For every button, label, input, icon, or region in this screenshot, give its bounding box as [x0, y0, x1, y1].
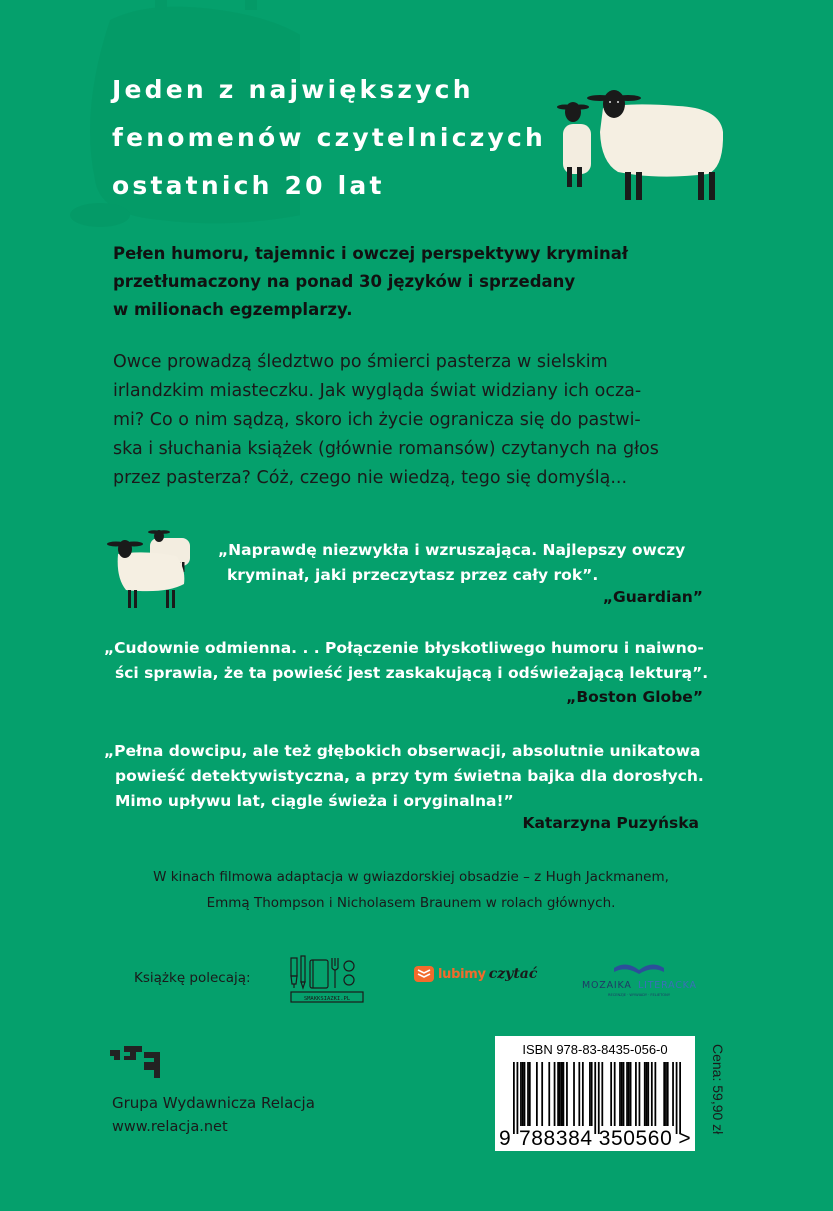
barcode-bar	[566, 1062, 568, 1126]
barcode-bar	[639, 1062, 641, 1126]
barcode-bar	[610, 1062, 612, 1126]
mozaika-tagline: RECENZJE · WYWIADY · FELIETONY	[607, 993, 671, 997]
smakksiazki-logo-text: SMAKKSIAZKI.PL	[303, 996, 351, 1002]
quote-line: „Pełna dowcipu, ale też głębokich obserwacji, absolutnie unikatowa	[104, 742, 701, 760]
barcode-bar	[676, 1062, 678, 1134]
headline-line: fenomenów czytelniczych	[112, 123, 546, 152]
barcode-bar	[582, 1062, 584, 1126]
barcode-bar	[548, 1062, 550, 1126]
lead-line: w milionach egzemplarzy.	[113, 300, 353, 319]
quote-source: Katarzyna Puzyńska	[522, 814, 699, 832]
price-label: Cena: 59,90 zł	[710, 1044, 726, 1135]
barcode-bar	[563, 1062, 565, 1126]
ean-left-digits: 788384	[519, 1127, 593, 1150]
film-note-line: W kinach filmowa adaptacja w gwiazdorskiej obsadzie – z Hugh Jackmanem,	[153, 869, 669, 885]
review-quote-boston-globe	[104, 636, 708, 686]
barcode-bar	[573, 1062, 575, 1126]
barcode-bar	[578, 1062, 580, 1126]
quote-line: kryminał, jaki przeczytasz przez cały rok”.	[227, 566, 599, 584]
headline-line: ostatnich 20 lat	[112, 171, 385, 200]
barcode-bar	[589, 1062, 591, 1126]
barcode-bar	[672, 1062, 674, 1126]
stacked-books-icon	[413, 965, 435, 983]
barcode-bar	[646, 1062, 648, 1126]
barcode-bar	[517, 1062, 519, 1134]
small-sheep	[557, 102, 591, 187]
barcode-bar	[527, 1062, 529, 1126]
barcode-bar	[667, 1062, 669, 1126]
lubimyczytac-logo	[413, 965, 537, 983]
barcode-bar	[679, 1062, 681, 1134]
publisher-name: Grupa Wydawnicza Relacja	[112, 1094, 315, 1112]
lead-paragraph	[113, 240, 713, 324]
synopsis-line: przez pasterza? Cóż, czego nie wiedzą, tego się domyślą...	[113, 468, 628, 488]
headline	[112, 66, 552, 210]
barcode-bar	[665, 1062, 667, 1126]
barcode-bar	[520, 1062, 522, 1126]
barcode-bar	[619, 1062, 621, 1126]
barcode-bar	[554, 1062, 556, 1126]
lead-line: przetłumaczony na ponad 30 języków i sprzedany	[113, 272, 576, 291]
quote-line: Mimo upływu lat, ciągle świeża i oryginalna!”	[115, 792, 514, 810]
barcode-bar	[630, 1062, 632, 1126]
recommendations-label: Książkę polecają:	[134, 970, 251, 986]
literacka-text: LITERACKA	[638, 980, 697, 991]
czytac-text: czytać	[488, 966, 538, 982]
quote-source: „Guardian”	[602, 588, 703, 606]
barcode-bars	[513, 1062, 681, 1134]
mozaika-literacka-logo	[580, 958, 698, 1000]
quote-line: „Naprawdę niezwykła i wzruszająca. Najlepszy owczy	[218, 541, 686, 559]
ean-right-digits: 350560	[598, 1127, 673, 1150]
barcode-bar	[626, 1062, 628, 1126]
review-quote-puzynska	[104, 739, 704, 814]
barcode-bar	[594, 1062, 596, 1134]
barcode-bar	[536, 1062, 538, 1126]
barcode-bar	[529, 1062, 531, 1126]
barcode-bar	[559, 1062, 561, 1126]
large-sheep	[587, 90, 723, 200]
synopsis-line: mi? Co o nim sądzą, skoro ich życie ogranicza się do pastwi-	[113, 410, 641, 430]
barcode-bar	[635, 1062, 637, 1126]
synopsis-paragraph	[113, 348, 723, 493]
ean-quiet-marker: >	[678, 1127, 691, 1150]
synopsis-line: Owce prowadzą śledztwo po śmierci pasterza w sielskim	[113, 352, 608, 372]
isbn-barcode	[495, 1036, 695, 1151]
film-adaptation-note	[110, 864, 712, 916]
smakksiazki-logo	[287, 952, 367, 1004]
lubimy-text: lubimy	[438, 966, 486, 982]
headline-line: Jeden z największych	[112, 75, 474, 104]
barcode-bar	[623, 1062, 625, 1126]
barcode-bar	[557, 1062, 559, 1126]
open-book-icon	[614, 964, 664, 974]
quote-line: ści sprawia, że ta powieść jest zaskakującą i odświeżającą lekturą”.	[115, 664, 709, 682]
barcode-bar	[524, 1062, 526, 1126]
synopsis-line: ska i słuchania książek (głównie romansów) czytanych na głos	[113, 439, 659, 459]
barcode-bar	[647, 1062, 649, 1126]
isbn-label: ISBN 978-83-8435-056-0	[522, 1042, 668, 1057]
publisher-url[interactable]: www.relacja.net	[112, 1119, 228, 1135]
barcode-bar	[522, 1062, 524, 1126]
quote-line: powieść detektywistyczna, a przy tym świetna bajka dla dorosłych.	[115, 767, 704, 785]
ean-digits	[499, 1128, 691, 1150]
quote-line: „Cudownie odmienna. . . Połączenie błyskotliwego humoru i naiwno-	[104, 639, 704, 657]
barcode-bar	[621, 1062, 623, 1126]
barcode-bar	[663, 1062, 665, 1126]
two-sheep-small-illustration	[106, 528, 194, 610]
review-quote-guardian	[218, 538, 685, 588]
two-sheep-illustration	[548, 72, 723, 200]
synopsis-line: irlandzkim miasteczku. Jak wygląda świat widziany ich ocza-	[113, 381, 642, 401]
lead-line: Pełen humoru, tajemnic i owczej perspektywy kryminał	[113, 244, 628, 263]
barcode-bar	[591, 1062, 593, 1126]
film-note-line: Emmą Thompson i Nicholasem Braunem w rolach głównych.	[206, 895, 616, 911]
barcode-bar	[598, 1062, 600, 1134]
publisher-logo	[110, 1046, 162, 1078]
barcode-bar	[644, 1062, 646, 1126]
barcode-bar	[541, 1062, 543, 1126]
quote-source: „Boston Globe”	[566, 688, 703, 706]
barcode-bar	[628, 1062, 630, 1126]
ean-first-digit: 9	[499, 1127, 511, 1150]
barcode-bar	[513, 1062, 515, 1134]
barcode-bar	[654, 1062, 656, 1126]
barcode-bar	[651, 1062, 653, 1126]
barcode-bar	[561, 1062, 563, 1126]
barcode-bar	[601, 1062, 603, 1126]
barcode-bar	[614, 1062, 616, 1126]
mozaika-text: MOZAIKA	[582, 980, 632, 991]
